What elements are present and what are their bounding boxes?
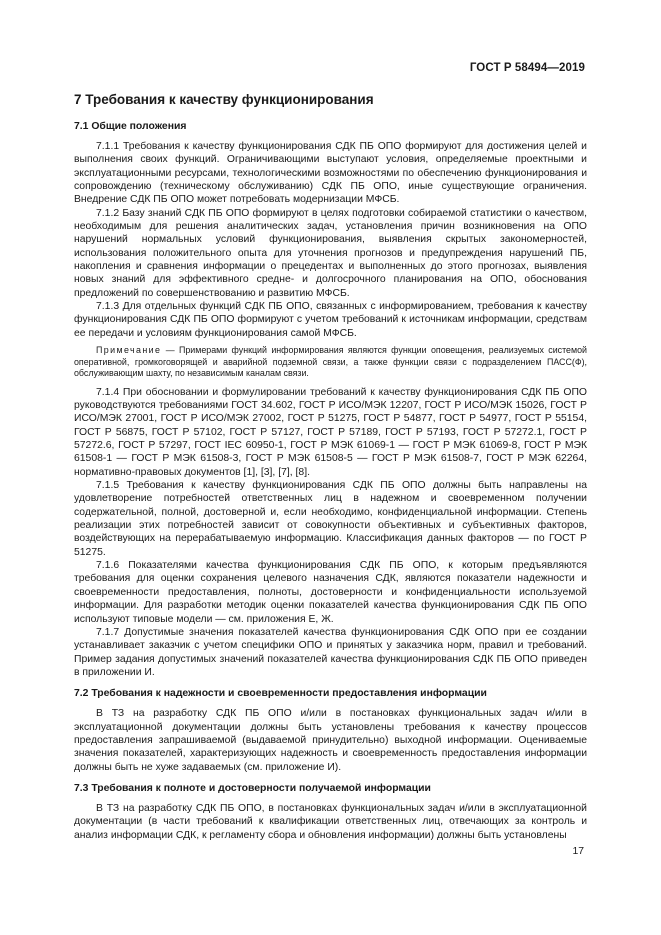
subsection-title-7-2: 7.2 Требования к надежности и своевременности предоставления информации <box>74 688 487 700</box>
page-number: 17 <box>572 846 584 857</box>
spacer <box>74 774 587 782</box>
paragraph-7-2: В ТЗ на разработку СДК ПБ ОПО и/или в постановках функциональных задач и/или в эксплуатационной документации должны быть установлены требования к качеству процессов предоставления запрашиваемой (выдаваемой принудительно) выходной информации. Оцениваемые значения показателей, характеризующих надежность и своевременность предоставления информации должны быть не хуже задаваемых (см. приложение И). <box>74 708 587 773</box>
paragraph-7-1-6: 7.1.6 Показателями качества функционирования СДК ПБ ОПО, к которым предъявляются требования для оценки сохранения целевого назначения СДК, являются показатели надежности и своевременности предоставления, полноты, достоверности и конфиденциальности используемой информации. Для разработки методик оценки показателей качества функционирования СДК ПБ ОПО используют типовые модели — см. приложения Е, Ж. <box>74 560 587 625</box>
section-title: 7 Требования к качеству функционирования <box>74 92 374 107</box>
paragraph-7-3: В ТЗ на разработку СДК ПБ ОПО, в постановках функциональных задач и/или в эксплуатационной документации (в части требований к квалификации ответственных лиц, отвечающих за контроль и анализ информации СДК, к регламенту сбора и обновления информации) должны быть установлены <box>74 802 587 841</box>
note-label: Примечание <box>96 345 162 356</box>
subsection-title-7-3: 7.3 Требования к полноте и достоверности получаемой информации <box>74 782 431 794</box>
paragraph-7-1-4: 7.1.4 При обосновании и формулировании требований к качеству функционирования СДК ПБ ОПО руководствуются требованиями ГОСТ 34.602, ГОСТ Р ИСО/МЭК 12207, ГОСТ Р ИСО/МЭК 15026, ГОСТ Р ИСО/МЭК 27001, ГОСТ Р ИСО/МЭК 27002, ГОСТ Р 51275, ГОСТ Р 54877, ГОСТ Р 54977, ГОСТ Р 55154, ГОСТ Р 56875, ГОСТ Р 57102, ГОСТ Р 57127, ГОСТ Р 57189, ГОСТ Р 57193, ГОСТ Р 57272.1, ГОСТ Р 57272.6, ГОСТ Р 57297, ГОСТ IEC 60950-1, ГОСТ Р МЭК 61069-1 — ГОСТ Р МЭК 61069-8, ГОСТ Р МЭК 61508-1 — ГОСТ Р МЭК 61508-3, ГОСТ Р МЭК 61508-5 — ГОСТ Р МЭК 61508-7, ГОСТ Р МЭК 62264, нормативно-правовых документов [1], [3], [7], [8]. <box>74 386 587 478</box>
paragraph-7-1-7: 7.1.7 Допустимые значения показателей качества функционирования СДК ОПО при ее создании устанавливает заказчик с учетом специфики ОПО и принятых у заказчика норм, правил и требований. Пример задания допустимых значений показателей качества функционирования СДК ПБ ОПО приведен в приложении И. <box>74 626 587 678</box>
note-text: — Примерами функций информирования являются функции оповещения, реализуемых системой оперативной, громкоговорящей и аварийной подземной связи, а также функции связи с подразделением ПАСС(Ф), обслуживающим шахту, по независимым каналам связи. <box>74 345 587 379</box>
document-code-header: ГОСТ Р 58494—2019 <box>469 62 585 74</box>
document-body <box>74 91 587 842</box>
note-paragraph <box>74 345 587 380</box>
spacer <box>74 679 587 687</box>
subsection-title-7-1: 7.1 Общие положения <box>74 121 187 132</box>
paragraph-7-1-2: 7.1.2 Базу знаний СДК ПБ ОПО формируют в целях подготовки собираемой статистики о качеством, необходимым для решения аналитических задач, установления причин возникновения на ОПО нарушений нормальных условий функционирования, выявления скрытых закономерностей, использования положительного опыта для уточнения прогнозов и предупреждения нарушений ПБ, накопления и сравнения информации о прецедентах и выполненных до этого прогнозах, выявления новых знаний для эффективного средне- и долгосрочного планирования на ОПО, обоснования предложений по совершенствованию и развитию МФСБ. <box>74 207 587 299</box>
paragraph-7-1-5: 7.1.5 Требования к качеству функционирования СДК ПБ ОПО должны быть направлены на удовлетворение потребностей ответственных лиц в надежном и своевременном получении содержательной, полной, достоверной и, если необходимо, конфиденциальной информации. Степень реализации этих потребностей зависит от совокупности объективных и субъективных факторов, воздействующих на перерабатываемую информацию. Классификация данных факторов — по ГОСТ Р 51275. <box>74 480 587 558</box>
paragraph-7-1-3: 7.1.3 Для отдельных функций СДК ПБ ОПО, связанных с информированием, требования к качеству функционирования СДК ПБ ОПО формируют с учетом требований к источникам информации, средствам ее передачи и условиям функционирования самой МФСБ. <box>74 301 587 339</box>
paragraph-7-1-1: 7.1.1 Требования к качеству функционирования СДК ПБ ОПО формируют для достижения целей и выполнения своих функций. Ограничивающими выступают условия, определяемые проектными и эксплуатационными ресурсами, технологическими возможностями по обеспечению функционирования и сопровождению (техническому обслуживанию) СДК ПБ ОПО, иные существующие ограничения. Внедрение СДК ПБ ОПО может потребовать модернизации МФСБ. <box>74 141 587 206</box>
